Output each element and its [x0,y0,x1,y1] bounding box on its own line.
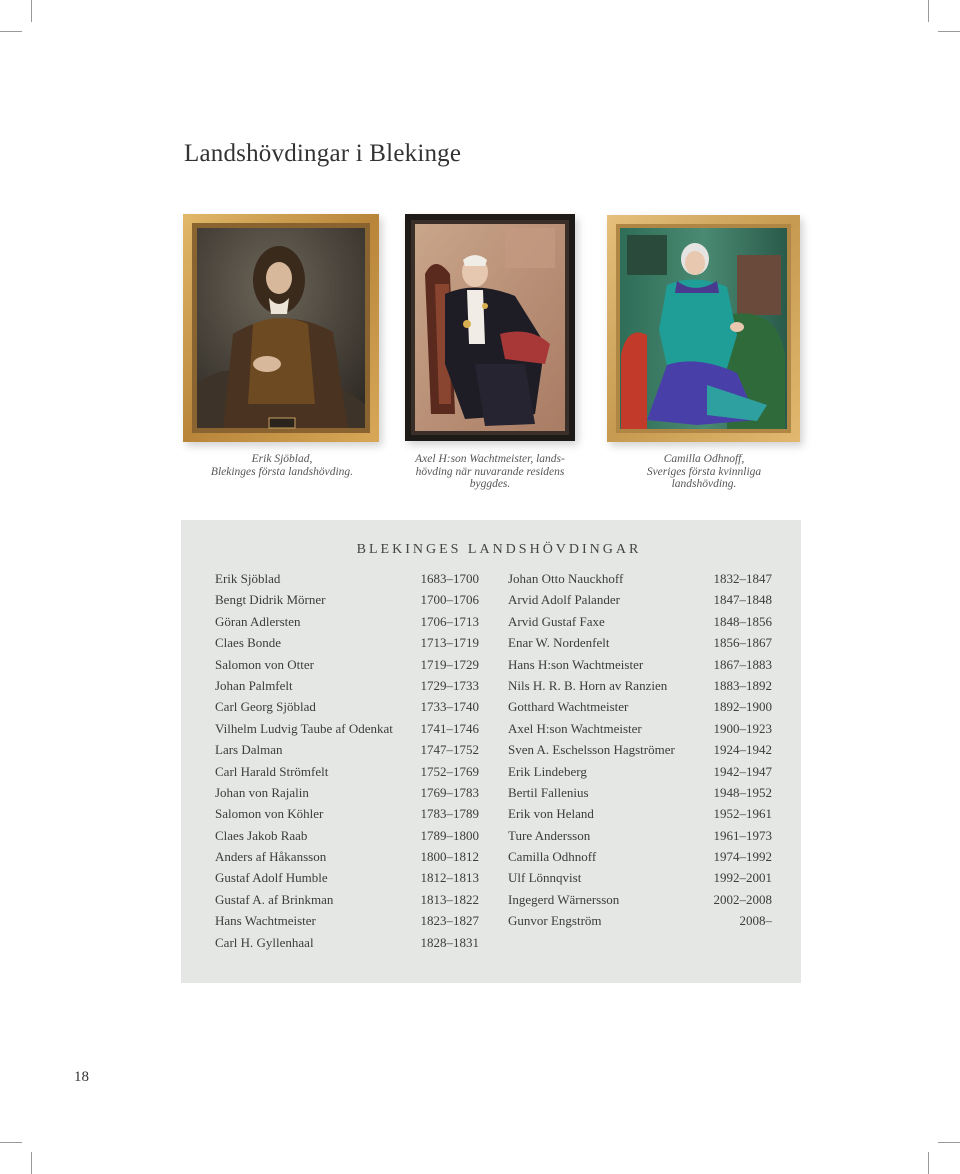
governor-row [508,739,772,760]
governor-years: 1752–1769 [420,763,479,779]
caption-portrait-2 [395,453,585,491]
crop-mark [938,31,960,32]
governors-table-panel [181,520,801,983]
governor-row [508,803,772,824]
governor-row [215,761,479,782]
governor-name: Ulf Lönnqvist [508,870,582,886]
governor-years: 1800–1812 [420,849,479,865]
governor-years: 2002–2008 [713,891,772,907]
governor-years: 1769–1783 [420,784,479,800]
governor-years: 1700–1706 [420,592,479,608]
governor-name: Claes Jakob Raab [215,827,308,843]
governor-years: 1992–2001 [713,870,772,886]
governor-row [215,739,479,760]
governors-column-right [508,568,772,932]
governor-name: Erik Lindeberg [508,763,587,779]
governor-years: 1974–1992 [713,849,772,865]
governors-column-left [215,568,479,953]
governor-row [215,696,479,717]
governor-row [215,910,479,931]
page-number: 18 [74,1069,89,1085]
governor-years: 1733–1740 [420,699,479,715]
governor-name: Gustaf Adolf Humble [215,870,328,886]
governor-row [215,825,479,846]
caption-line: hövding när nuvarande residens [415,465,565,478]
governor-name: Carl Harald Strömfelt [215,763,329,779]
governor-row [215,932,479,953]
governor-years: 1856–1867 [713,635,772,651]
governor-name: Göran Adlersten [215,613,301,629]
governor-row [508,675,772,696]
governor-name: Erik Sjöblad [215,571,281,586]
governor-row [508,889,772,910]
governor-years: 1832–1847 [713,571,772,586]
governor-years: 2008– [739,913,772,929]
governor-name: Nils H. R. B. Horn av Ranzien [508,677,668,693]
governor-years: 1900–1923 [713,720,772,736]
governor-name: Vilhelm Ludvig Taube af Odenkat [215,720,393,736]
governor-years: 1883–1892 [713,677,772,693]
governor-name: Gotthard Wachtmeister [508,699,629,715]
caption-line: Sveriges första kvinnliga [646,465,762,478]
governor-row [508,632,772,653]
governor-name: Salomon von Otter [215,656,314,672]
portrait-erik-sjoblad [183,214,379,442]
governor-row [508,910,772,931]
caption-portrait-1 [184,453,380,478]
governor-name: Ingegerd Wärnersson [508,891,620,907]
governor-years: 1828–1831 [420,934,479,950]
governor-years: 1683–1700 [420,571,479,586]
governor-row [508,696,772,717]
governor-name: Ture Andersson [508,827,591,843]
governor-name: Lars Dalman [215,742,283,758]
caption-portrait-3 [606,453,802,491]
governor-row [215,632,479,653]
governor-row [215,568,479,589]
governor-years: 1741–1746 [420,720,479,736]
governor-row [215,611,479,632]
governor-row [508,568,772,589]
governor-row [508,718,772,739]
governor-years: 1952–1961 [713,806,772,822]
governor-years: 1813–1822 [420,891,479,907]
governor-years: 1706–1713 [420,613,479,629]
governor-name: Arvid Gustaf Faxe [508,613,605,629]
governor-row [215,654,479,675]
governor-years: 1812–1813 [420,870,479,886]
governor-years: 1948–1952 [713,784,772,800]
governor-years: 1823–1827 [420,913,479,929]
governor-name: Arvid Adolf Palander [508,592,620,608]
governor-name: Hans H:son Wachtmeister [508,656,644,672]
governor-years: 1924–1942 [713,742,772,758]
governor-years: 1847–1848 [713,592,772,608]
governor-years: 1942–1947 [713,763,772,779]
governor-name: Johan Palmfelt [215,677,293,693]
caption-line: byggdes. [469,478,511,490]
caption-line: Camilla Odhnoff, [663,453,745,465]
governor-name: Gustaf A. af Brinkman [215,891,334,907]
table-title: BLEKINGES LANDSHÖVDINGAR [356,542,642,557]
governor-name: Salomon von Köhler [215,806,324,822]
governor-name: Carl Georg Sjöblad [215,699,316,715]
governor-row [215,846,479,867]
governor-name: Bengt Didrik Mörner [215,592,326,608]
governor-name: Gunvor Engström [508,913,602,929]
caption-line: landshövding. [671,478,737,490]
governor-name: Johan von Rajalin [215,784,309,800]
governor-row [508,782,772,803]
portrait-axel-wachtmeister [405,214,575,441]
governor-row [508,589,772,610]
governor-name: Hans Wachtmeister [215,913,316,929]
governor-row [508,846,772,867]
crop-mark [31,1152,32,1174]
governor-row [508,761,772,782]
governor-name: Camilla Odhnoff [508,849,597,865]
governor-row [215,589,479,610]
governor-name: Axel H:son Wachtmeister [508,720,642,736]
governor-years: 1747–1752 [420,742,479,758]
governor-name: Bertil Fallenius [508,784,589,800]
governor-name: Sven A. Eschelsson Hagströmer [508,742,675,758]
governor-row [508,654,772,675]
caption-line: Axel H:son Wachtmeister, lands- [415,453,565,465]
crop-mark [31,0,32,22]
governor-row [215,803,479,824]
governor-name: Johan Otto Nauckhoff [508,571,624,586]
governor-years: 1848–1856 [713,613,772,629]
governor-years: 1729–1733 [420,677,479,693]
page-title: Landshövdingar i Blekinge [184,140,462,167]
crop-mark [928,0,929,22]
governor-years: 1789–1800 [420,827,479,843]
crop-mark [938,1142,960,1143]
governor-name: Claes Bonde [215,635,282,651]
portrait-camilla-odhnoff [607,215,800,442]
governor-name: Erik von Heland [508,806,594,822]
governor-row [215,782,479,803]
crop-mark [928,1152,929,1174]
governor-row [215,889,479,910]
governor-row [215,718,479,739]
governor-years: 1719–1729 [420,656,479,672]
governor-years: 1783–1789 [420,806,479,822]
governor-row [215,675,479,696]
governor-row [508,825,772,846]
governor-name: Enar W. Nordenfelt [508,635,610,651]
governor-row [508,867,772,888]
governor-row [215,867,479,888]
governor-years: 1961–1973 [713,827,772,843]
governor-row [508,611,772,632]
governor-years: 1892–1900 [713,699,772,715]
caption-line: Blekinges första landshövding. [210,465,354,478]
governor-name: Carl H. Gyllenhaal [215,934,314,950]
governor-years: 1867–1883 [713,656,772,672]
crop-mark [0,31,22,32]
caption-line: Erik Sjöblad, [251,453,313,465]
governor-years: 1713–1719 [420,635,479,651]
crop-mark [0,1142,22,1143]
governor-name: Anders af Håkansson [215,849,327,865]
